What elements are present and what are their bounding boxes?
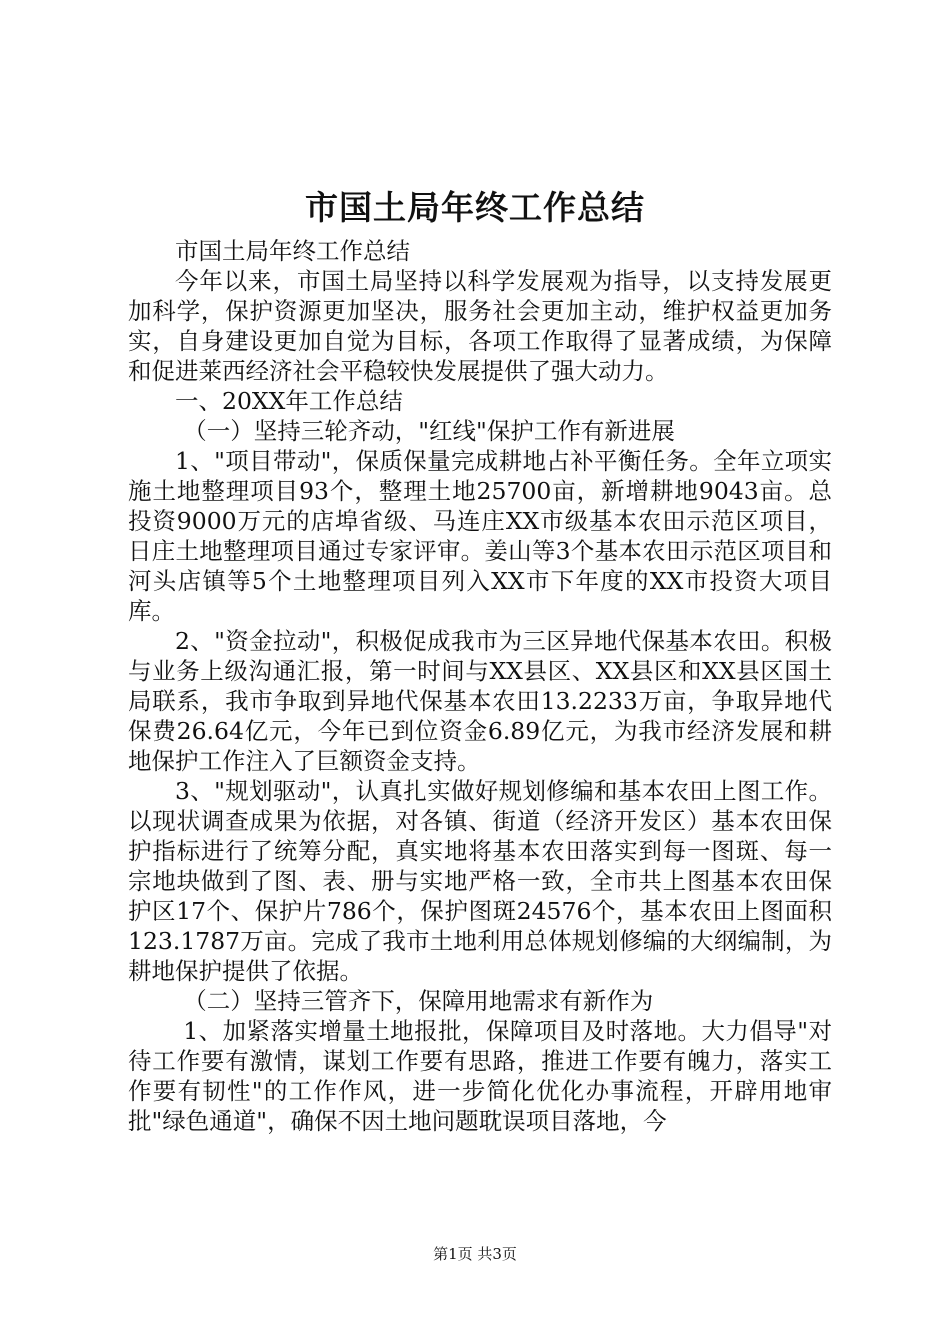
paragraph-item-3: 3、"规划驱动"，认真扎实做好规划修编和基本农田上图工作。以现状调查成果为依据，对各镇、街道（经济开发区）基本农田保护指标进行了统筹分配，真实地将基本农田落实到每一图斑、每一宗地块做到了图、表、册与实地严格一致，全市共上图基本农田保护区17个、保护片786个，保护图斑24576个，基本农田上图面积123.1787万亩。完成了我市土地利用总体规划修编的大纲编制，为耕地保护提供了依据。 xyxy=(128,777,832,985)
subsection-heading-2: （二）坚持三管齐下，保障用地需求有新作为 xyxy=(183,987,654,1015)
page-number: 第1页 共3页 xyxy=(433,1245,517,1263)
paragraph-subtitle: 市国土局年终工作总结 xyxy=(175,237,410,265)
paragraph-item-2: 2、"资金拉动"，积极促成我市为三区异地代保基本农田。积极与业务上级沟通汇报，第一时间与XX县区、XX县区和XX县区国土局联系，我市争取到异地代保基本农田13.2233万亩，争取异地代保费26.64亿元，今年已到位资金6.89亿元，为我市经济发展和耕地保护工作注入了巨额资金支持。 xyxy=(128,627,832,775)
subsection-heading-1: （一）坚持三轮齐动，"红线"保护工作有新进展 xyxy=(183,417,675,445)
paragraph-item-4: 1、加紧落实增量土地报批，保障项目及时落地。大力倡导"对待工作要有激情，谋划工作要有思路，推进工作要有魄力，落实工作要有韧性"的工作作风，进一步简化优化办事流程，开辟用地审批"绿色通道"，确保不因土地问题耽误项目落地，今 xyxy=(128,1017,832,1135)
paragraph-item-1: 1、"项目带动"，保质保量完成耕地占补平衡任务。全年立项实施土地整理项目93个，整理土地25700亩，新增耕地9043亩。总投资9000万元的店埠省级、马连庄XX市级基本农田示范区项目，日庄土地整理项目通过专家评审。姜山等3个基本农田示范区项目和河头店镇等5个土地整理项目列入XX市下年度的XX市投资大项目库。 xyxy=(128,447,832,625)
paragraph-intro: 今年以来，市国土局坚持以科学发展观为指导，以支持发展更加科学，保护资源更加坚决，服务社会更加主动，维护权益更加务实，自身建设更加自觉为目标，各项工作取得了显著成绩，为保障和促进莱西经济社会平稳较快发展提供了强大动力。 xyxy=(128,267,832,385)
section-heading-1: 一、20XX年工作总结 xyxy=(175,387,403,415)
document-title: 市国土局年终工作总结 xyxy=(305,188,645,227)
document-body xyxy=(128,236,832,1136)
